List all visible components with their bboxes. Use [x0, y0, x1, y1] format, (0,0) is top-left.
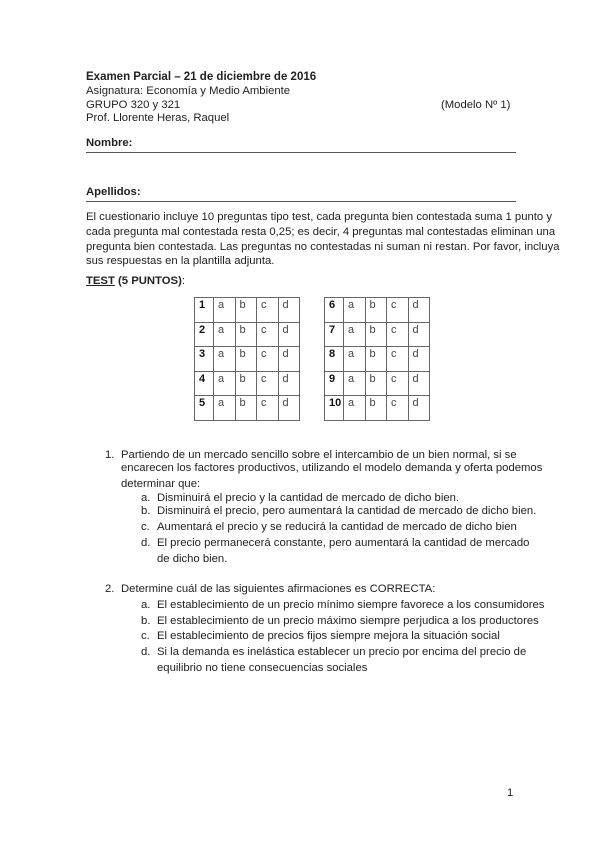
answer-option[interactable]: b [365, 347, 387, 372]
question-number: 10 [325, 396, 344, 421]
answer-option[interactable]: d [408, 298, 430, 323]
surname-label: Apellidos: [86, 186, 141, 198]
answer-option[interactable]: d [278, 347, 300, 372]
name-label: Nombre: [86, 137, 133, 149]
answer-option[interactable]: b [235, 396, 257, 421]
answer-option[interactable]: b [365, 322, 387, 347]
instructions-line: pregunta bien contestada. Las preguntas no contestadas ni suman ni restan. Por favor, incluya [86, 241, 560, 253]
exam-title: Examen Parcial – 21 de diciembre de 2016 [86, 71, 317, 83]
answer-option[interactable]: b [235, 298, 257, 323]
answer-option[interactable]: c [257, 347, 279, 372]
answer-option[interactable]: d [408, 396, 430, 421]
professor: Prof. Llorente Heras, Raquel [86, 112, 230, 124]
option-letter: b. [141, 615, 151, 627]
name-line[interactable] [86, 152, 516, 153]
spacer [300, 298, 325, 323]
answer-option[interactable]: d [278, 396, 300, 421]
answer-option[interactable]: b [235, 322, 257, 347]
answer-option[interactable]: d [408, 322, 430, 347]
answer-option[interactable]: b [235, 347, 257, 372]
instructions-line: El cuestionario incluye 10 preguntas tipo test, cada pregunta bien contestada suma 1 punto y [86, 211, 552, 223]
answer-option[interactable]: c [387, 347, 409, 372]
page-number: 1 [507, 787, 514, 799]
answer-option[interactable]: a [344, 347, 366, 372]
answer-sheet [194, 297, 430, 421]
spacer [300, 371, 325, 396]
answer-row [195, 322, 430, 347]
option-text: Disminuirá el precio y la cantidad de mercado de dicho bien. [157, 492, 460, 504]
answer-option[interactable]: a [344, 298, 366, 323]
option-letter: b. [141, 505, 151, 517]
question-number: 9 [325, 371, 344, 396]
test-heading [86, 274, 185, 288]
answer-option[interactable]: c [387, 396, 409, 421]
answer-option[interactable]: c [257, 298, 279, 323]
option-text: Disminuirá el precio, pero aumentará la cantidad de mercado de dicho bien. [157, 505, 537, 517]
answer-option[interactable]: a [344, 322, 366, 347]
question-number: 3 [195, 347, 214, 372]
question-number: 6 [325, 298, 344, 323]
option-letter: d. [141, 537, 151, 549]
spacer [300, 396, 325, 421]
answer-option[interactable]: c [387, 322, 409, 347]
answer-option[interactable]: a [214, 347, 236, 372]
answer-option[interactable]: a [214, 322, 236, 347]
answer-option[interactable]: c [257, 396, 279, 421]
answer-row [195, 347, 430, 372]
answer-option[interactable]: b [365, 396, 387, 421]
group: GRUPO 320 y 321 [86, 99, 181, 111]
option-text: equilibrio no tiene consecuencias sociales [157, 662, 368, 674]
option-letter: d. [141, 646, 151, 658]
answer-option[interactable]: c [257, 371, 279, 396]
option-letter: a. [141, 492, 151, 504]
question-text: determinar que: [121, 478, 201, 490]
spacer [300, 347, 325, 372]
option-letter: c. [141, 521, 150, 533]
question-number: 1. [105, 449, 115, 461]
question-number: 4 [195, 371, 214, 396]
question-number: 8 [325, 347, 344, 372]
answer-option[interactable]: b [235, 371, 257, 396]
answer-option[interactable]: c [387, 298, 409, 323]
answer-option[interactable]: d [278, 298, 300, 323]
answer-option[interactable]: d [278, 322, 300, 347]
test-colon: : [181, 275, 185, 287]
answer-option[interactable]: c [387, 371, 409, 396]
surname-line[interactable] [86, 201, 516, 202]
answer-row [195, 396, 430, 421]
question-number: 2 [195, 322, 214, 347]
question-number: 7 [325, 322, 344, 347]
question-number: 2. [105, 583, 115, 595]
option-text: El establecimiento de un precio mínimo siempre favorece a los consumidores [157, 599, 545, 611]
subject: Asignatura: Economía y Medio Ambiente [86, 85, 291, 97]
answer-option[interactable]: a [344, 371, 366, 396]
instructions-line: sus respuestas en la plantilla adjunta. [86, 255, 275, 267]
question-number: 5 [195, 396, 214, 421]
answer-option[interactable]: a [214, 298, 236, 323]
answer-option[interactable]: d [278, 371, 300, 396]
answer-option[interactable]: a [214, 371, 236, 396]
instructions-line: cada pregunta mal contestada resta 0,25; es decir, 4 preguntas mal contestadas eliminan una [86, 226, 556, 238]
option-text: El precio permanecerá constante, pero aumentará la cantidad de mercado [157, 537, 530, 549]
question-text: Partiendo de un mercado sencillo sobre el intercambio de un bien normal, si se [121, 449, 517, 461]
option-text: El establecimiento de precios fijos siempre mejora la situación social [157, 630, 500, 642]
option-letter: c. [141, 630, 150, 642]
model-number: (Modelo Nº 1) [441, 99, 511, 111]
answer-row [195, 298, 430, 323]
answer-option[interactable]: b [365, 371, 387, 396]
answer-option[interactable]: d [408, 347, 430, 372]
spacer [300, 322, 325, 347]
answer-option[interactable]: d [408, 371, 430, 396]
option-text: Si la demanda es inelástica establecer un precio por encima del precio de [157, 646, 527, 658]
question-text: encarecen los factores productivos, utilizando el modelo demanda y oferta podemos [121, 462, 543, 474]
test-points: (5 PUNTOS) [114, 275, 182, 287]
answer-option[interactable]: a [214, 396, 236, 421]
option-text: Aumentará el precio y se reducirá la cantidad de mercado de dicho bien [157, 521, 517, 533]
option-text: El establecimiento de un precio máximo siempre perjudica a los productores [157, 615, 539, 627]
answer-option[interactable]: a [344, 396, 366, 421]
answer-option[interactable]: b [365, 298, 387, 323]
question-text: Determine cuál de las siguientes afirmaciones es CORRECTA: [121, 583, 436, 595]
option-letter: a. [141, 599, 151, 611]
test-label: TEST [86, 275, 115, 287]
question-number: 1 [195, 298, 214, 323]
answer-row [195, 371, 430, 396]
answer-option[interactable]: c [257, 322, 279, 347]
option-text: de dicho bien. [157, 553, 228, 565]
